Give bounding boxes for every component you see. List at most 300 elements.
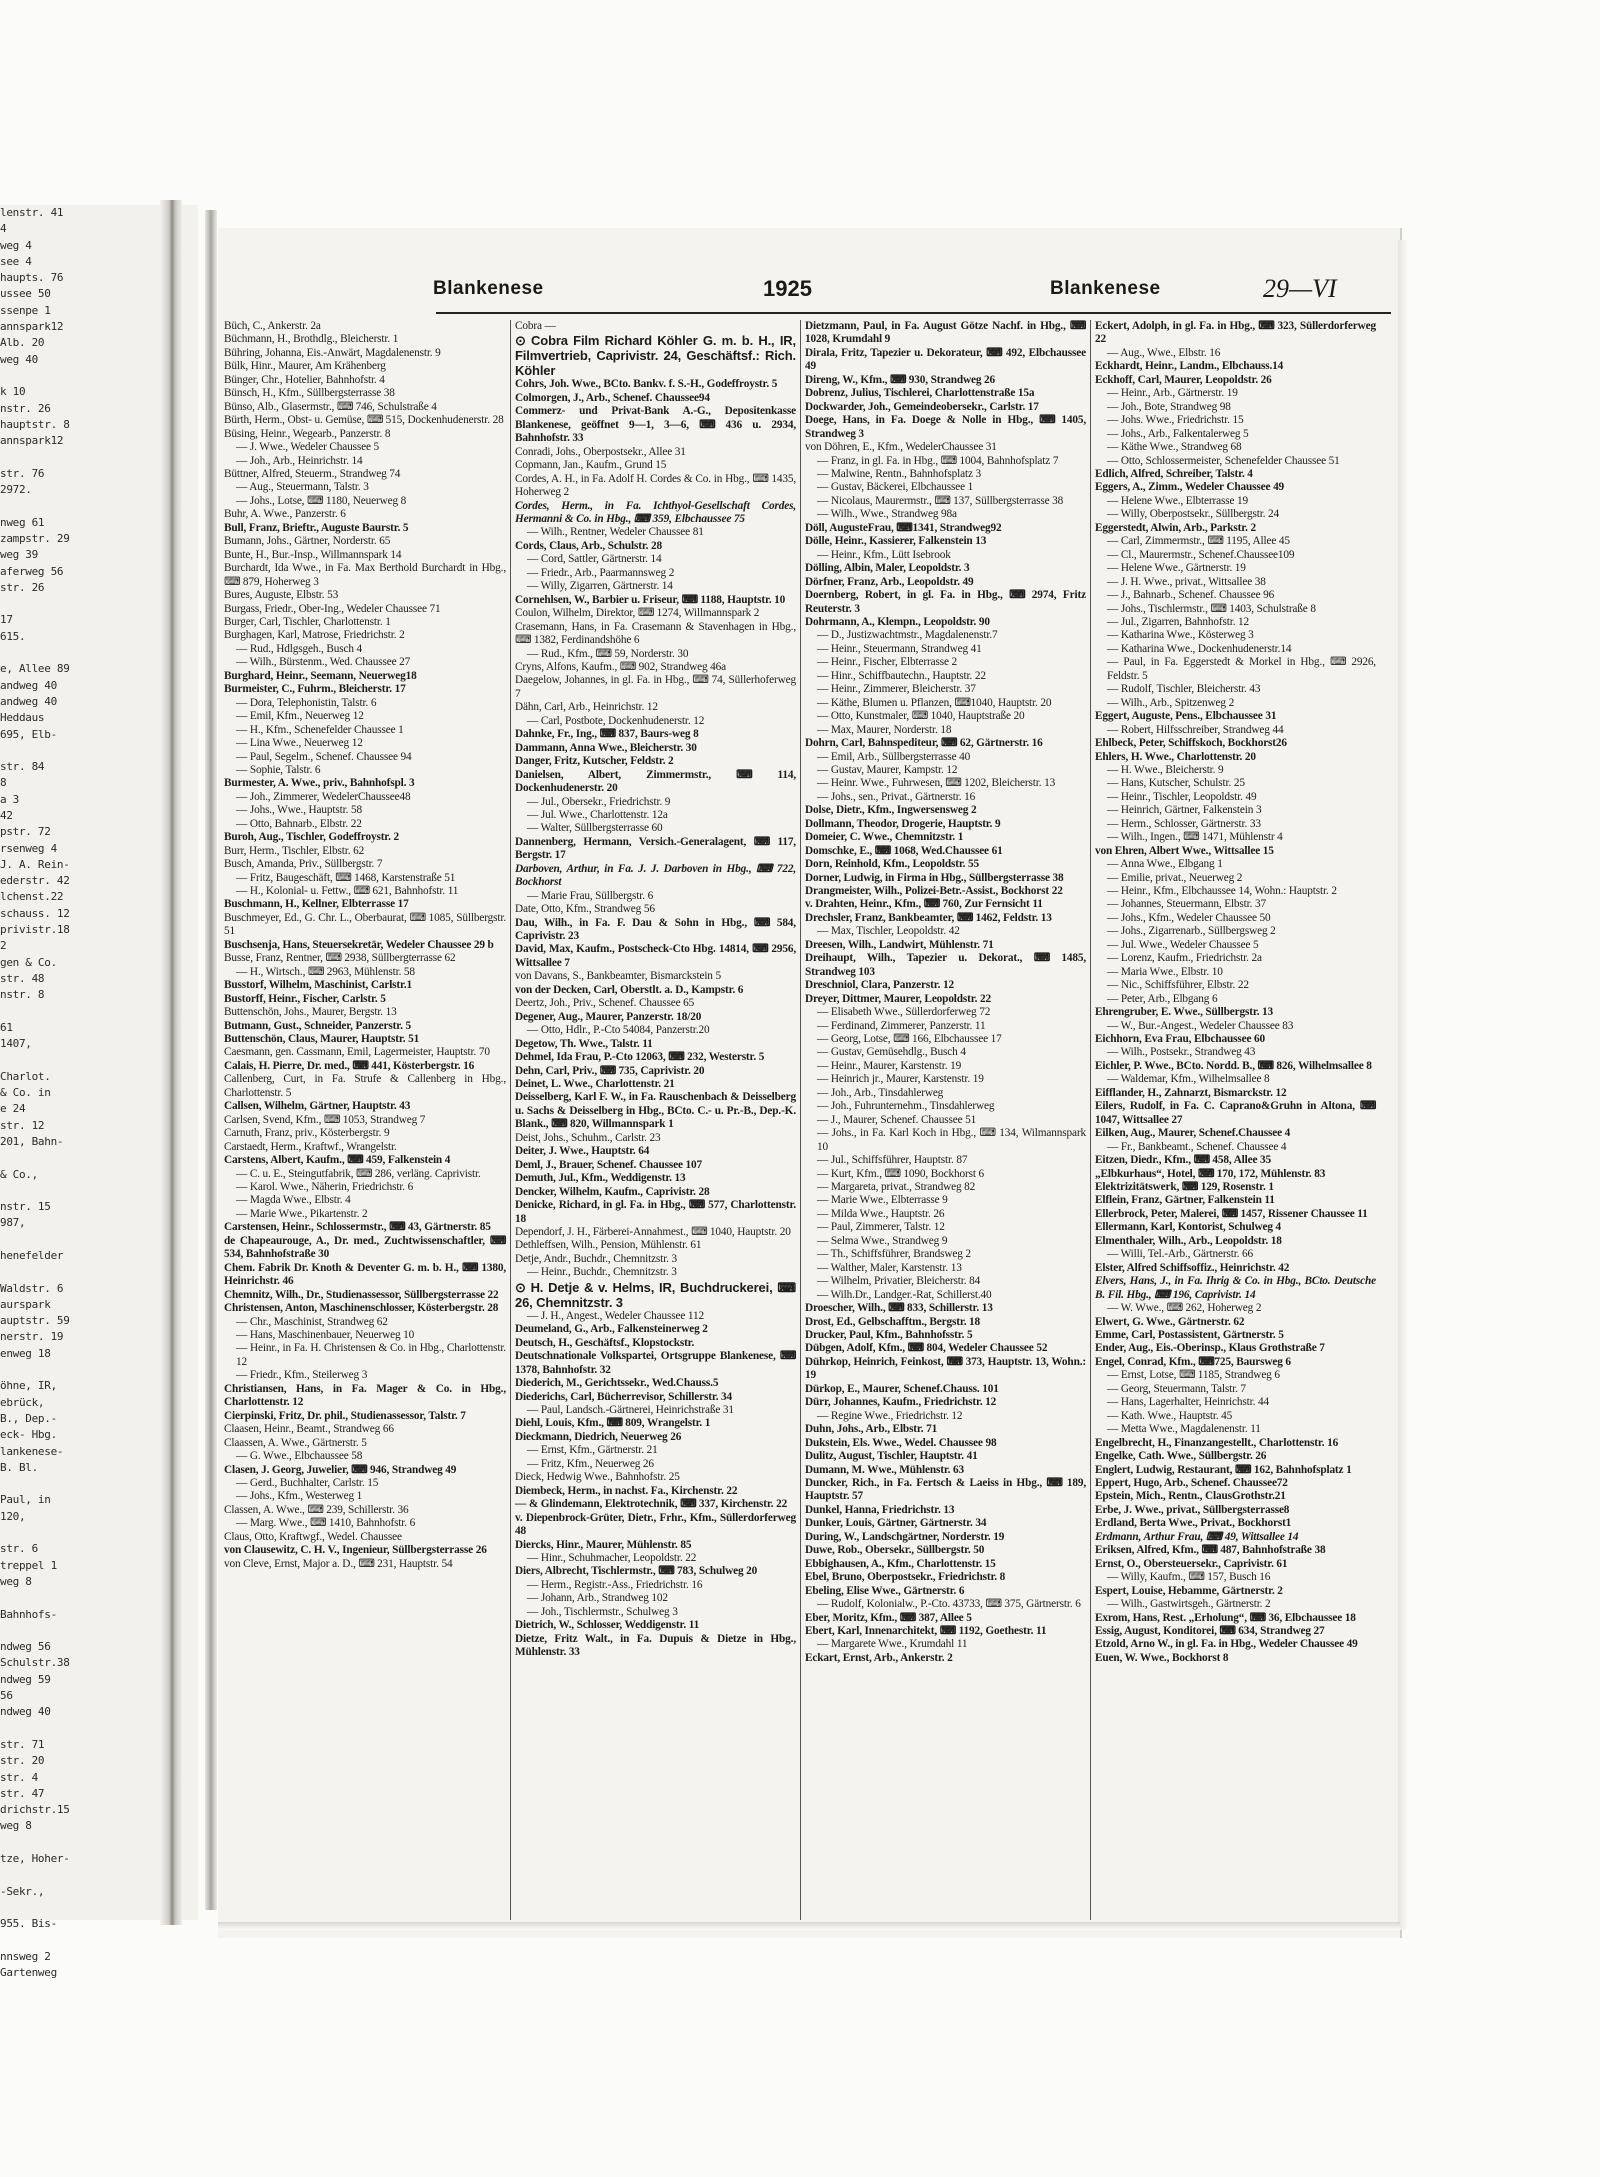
directory-entry: — Hans, Maschinenbauer, Neuerweg 10 bbox=[236, 1328, 415, 1341]
directory-entry: — Wilh., Arb., Spitzenweg 2 bbox=[1107, 696, 1235, 709]
left-page-line: eck- Hbg. bbox=[0, 1428, 57, 1442]
directory-entry: Callenberg, Curt, in Fa. Strufe & Callenberg in Hbg., Charlottenstr. 5 bbox=[224, 1073, 506, 1099]
directory-entry: — Johs., Kfm., Westerweg 1 bbox=[236, 1490, 363, 1503]
directory-entry: Diercks, Hinr., Maurer, Mühlenstr. 85 bbox=[515, 1538, 692, 1551]
directory-entry: Cords, Claus, Arb., Schulstr. 28 bbox=[515, 539, 663, 552]
directory-entry: Chemnitz, Wilh., Dr., Studienassessor, Süllbergsterrasse 22 bbox=[224, 1288, 499, 1301]
directory-entry: — Chr., Maschinist, Strandweg 62 bbox=[236, 1315, 388, 1328]
directory-entry: Eichhorn, Eva Frau, Elbchaussee 60 bbox=[1095, 1033, 1266, 1046]
left-page-line: enweg 18 bbox=[0, 1346, 51, 1360]
directory-entry: — J., Maurer, Schenef. Chaussee 51 bbox=[817, 1113, 977, 1126]
directory-entry: — Kath. Wwe., Hauptstr. 45 bbox=[1107, 1409, 1233, 1422]
directory-entry: — Heinr., Fischer, Elbterrasse 2 bbox=[817, 656, 958, 669]
directory-entry: Colmorgen, J., Arb., Schenef. Chaussee94 bbox=[515, 391, 710, 404]
directory-entry: Englert, Ludwig, Restaurant, ⌨ 162, Bahnhofsplatz 1 bbox=[1095, 1463, 1352, 1476]
directory-entry: Engelbrecht, H., Finanzangestellt., Charlottenstr. 16 bbox=[1095, 1436, 1339, 1449]
directory-entry: Crasemann, Hans, in Fa. Crasemann & Stavenhagen in Hbg., ⌨ 1382, Ferdinandshöhe 6 bbox=[515, 620, 796, 647]
directory-entry: — Hinr., Schuhmacher, Leopoldstr. 22 bbox=[527, 1551, 697, 1564]
header-rule bbox=[436, 312, 1391, 314]
directory-entry: von Davans, S., Bankbeamter, Bismarckstein 5 bbox=[515, 970, 721, 983]
directory-entry: Elmenthaler, Wilh., Arb., Leopoldstr. 18 bbox=[1095, 1234, 1282, 1247]
directory-entry: — Ernst, Lotse, ⌨ 1185, Strandweg 6 bbox=[1107, 1369, 1280, 1382]
directory-entry: Erdland, Berta Wwe., Privat., Bockhorst1 bbox=[1095, 1517, 1292, 1530]
left-page-line: Paul, in bbox=[0, 1493, 51, 1507]
directory-entry: Danielsen, Albert, Zimmermstr., ⌨ 114, Dockenhudenerstr. 20 bbox=[515, 768, 796, 795]
directory-entry: — Otto, Hdlr., P.-Cto 54084, Panzerstr.20 bbox=[527, 1024, 710, 1037]
left-page-line: weg 8 bbox=[0, 1574, 32, 1588]
directory-entry: — G. Wwe., Elbchaussee 58 bbox=[236, 1450, 363, 1463]
directory-entry: Elwert, G. Wwe., Gärtnerstr. 62 bbox=[1095, 1315, 1245, 1328]
directory-entry: — Selma Wwe., Strandweg 9 bbox=[817, 1234, 948, 1247]
directory-column-2 bbox=[510, 320, 800, 1920]
directory-entry: — Karol. Wwe., Näherin, Friedrichstr. 6 bbox=[236, 1181, 414, 1193]
header-right-title: Blankenese bbox=[1050, 278, 1161, 299]
directory-entry: Ebert, Karl, Innenarchitekt, ⌨ 1192, Goethestr. 11 bbox=[805, 1624, 1047, 1637]
left-page-line: 695, Elb- bbox=[0, 727, 57, 741]
directory-entry: Bünger, Chr., Hotelier, Bahnhofstr. 4 bbox=[224, 373, 385, 386]
directory-entry: Erbe, J. Wwe., privat., Süllbergsterrasse8 bbox=[1095, 1503, 1290, 1516]
directory-entry: — Johs., Tischlermstr., ⌨ 1403, Schulstraße 8 bbox=[1107, 602, 1316, 615]
directory-entry: — W., Bur.-Angest., Wedeler Chaussee 83 bbox=[1107, 1019, 1294, 1032]
directory-entry: Büsing, Heinr., Wegearb., Panzerstr. 8 bbox=[224, 427, 391, 440]
directory-entry: Droescher, Wilh., ⌨ 833, Schillerstr. 13 bbox=[805, 1302, 993, 1315]
directory-entry: Engelke, Cath. Wwe., Süllbergstr. 26 bbox=[1095, 1450, 1267, 1463]
directory-entry: Copmann, Jan., Kaufm., Grund 15 bbox=[515, 459, 667, 472]
directory-entry: Dölling, Albin, Maler, Leopoldstr. 3 bbox=[805, 562, 970, 575]
directory-entry: — C. u. E., Steingutfabrik, ⌨ 286, verläng. Caprivistr. bbox=[236, 1167, 481, 1180]
directory-entry: — Joh., Bote, Strandweg 98 bbox=[1107, 400, 1231, 413]
directory-entry: Dorner, Ludwig, in Firma in Hbg., Süllbergsterrasse 38 bbox=[805, 871, 1064, 884]
directory-entry: Carstens, Albert, Kaufm., ⌨ 459, Falkenstein 4 bbox=[224, 1154, 451, 1167]
directory-entry: ⊙ Cobra Film Richard Köhler G. m. b. H., IR, Filmvertrieb, Caprivistr. 24, Geschäftsf.: Rich. Köhler bbox=[515, 333, 796, 379]
directory-entry: — Paul, Landsch.-Gärtnerei, Heinrichstraße 31 bbox=[527, 1403, 734, 1416]
directory-entry: Eckhardt, Heinr., Landm., Elbchauss.14 bbox=[1095, 360, 1284, 373]
directory-entry: — Joh., Zimmerer, WedelerChaussee48 bbox=[236, 790, 411, 803]
directory-entry: — Gerd., Buchhalter, Carlstr. 15 bbox=[236, 1476, 379, 1489]
directory-entry: Busse, Franz, Rentner, ⌨ 2938, Süllbergterrasse 62 bbox=[224, 952, 456, 965]
directory-entry: — Friedr., Arb., Paarmannsweg 2 bbox=[527, 566, 675, 579]
directory-entry: Burr, Herm., Tischler, Elbstr. 62 bbox=[224, 844, 365, 857]
directory-entry: Burchardt, Ida Wwe., in Fa. Max Berthold Burchardt in Hbg., ⌨ 879, Hoherweg 3 bbox=[224, 562, 506, 588]
directory-entry: Dreyer, Dittmer, Maurer, Leopoldstr. 22 bbox=[805, 992, 991, 1005]
directory-entry: — Georg, Steuermann, Talstr. 7 bbox=[1107, 1382, 1246, 1395]
left-page-line: 2 bbox=[0, 939, 7, 953]
directory-entry: Buschmann, H., Kellner, Elbterrasse 17 bbox=[224, 898, 409, 911]
directory-entry: — J. Wwe., Wedeler Chaussee 5 bbox=[236, 441, 380, 454]
directory-entry: Drucker, Paul, Kfm., Bahnhofsstr. 5 bbox=[805, 1328, 973, 1341]
directory-entry: Classen, A. Wwe., ⌨ 239, Schillerstr. 36 bbox=[224, 1503, 409, 1516]
directory-entry: — Aug., Wwe., Elbstr. 16 bbox=[1107, 346, 1221, 359]
directory-entry: Diehl, Louis, Kfm., ⌨ 809, Wrangelstr. 1 bbox=[515, 1417, 711, 1430]
directory-entry: Dethleffsen, Wilh., Pension, Mühlenstr. 61 bbox=[515, 1239, 702, 1252]
directory-entry: Etzold, Arno W., in gl. Fa. in Hbg., Wedeler Chaussee 49 bbox=[1095, 1638, 1358, 1651]
directory-entry: — Max, Maurer, Norderstr. 18 bbox=[817, 723, 952, 736]
directory-entry: Dukstein, Els. Wwe., Wedel. Chaussee 98 bbox=[805, 1436, 997, 1449]
left-page-line: & Co., bbox=[0, 1167, 38, 1181]
left-page-line: aurspark bbox=[0, 1297, 51, 1311]
left-page-line bbox=[0, 1932, 198, 1948]
directory-entry: — Käthe, Blumen u. Pflanzen, ⌨1040, Hauptstr. 20 bbox=[817, 696, 1052, 709]
directory-entry: During, W., Landschgärtner, Norderstr. 19 bbox=[805, 1530, 1005, 1543]
directory-entry: Date, Otto, Kfm., Strandweg 56 bbox=[515, 903, 655, 916]
left-page-line: ussee 50 bbox=[0, 287, 51, 301]
directory-entry: — Nicolaus, Maurermstr., ⌨ 137, Süllbergsterrasse 38 bbox=[817, 494, 1064, 507]
directory-entry: — Th., Schiffsführer, Brandsweg 2 bbox=[817, 1248, 971, 1261]
directory-entry: Büch, C., Ankerstr. 2a bbox=[224, 320, 321, 332]
directory-entry: — Heinr., in Fa. H. Christensen & Co. in Hbg., Charlottenstr. 12 bbox=[236, 1342, 506, 1368]
directory-entry: — Max, Tischler, Leopoldstr. 42 bbox=[817, 925, 960, 938]
directory-entry: Ebeling, Elise Wwe., Gärtnerstr. 6 bbox=[805, 1584, 965, 1597]
directory-entry: Eggers, A., Zimm., Wedeler Chaussee 49 bbox=[1095, 481, 1285, 494]
directory-entry: — Georg, Lotse, ⌨ 166, Elbchaussee 17 bbox=[817, 1033, 1002, 1046]
directory-entry: Elflein, Franz, Gärtner, Falkenstein 11 bbox=[1095, 1194, 1275, 1207]
directory-entry: Drechsler, Franz, Bankbeamter, ⌨ 1462, Feldstr. 13 bbox=[805, 911, 1052, 924]
directory-entry: — Cord, Sattler, Gärtnerstr. 14 bbox=[527, 553, 662, 566]
left-page-line: a 3 bbox=[0, 792, 19, 806]
directory-entry: — & Glindemann, Elektrotechnik, ⌨ 337, Kirchenstr. 22 bbox=[515, 1498, 788, 1511]
directory-entry: Drost, Ed., Gelbschafftm., Bergstr. 18 bbox=[805, 1315, 981, 1328]
directory-entry: — Wilh., Gastwirtsgeh., Gärtnerstr. 2 bbox=[1107, 1598, 1271, 1611]
left-page-line: Charlot. bbox=[0, 1069, 51, 1083]
left-page-line: lchenst.22 bbox=[0, 890, 64, 904]
directory-entry: — Heinr., Steuermann, Strandweg 41 bbox=[817, 642, 982, 655]
directory-entry: Ernst, O., Obersteuersekr., Caprivistr. 61 bbox=[1095, 1557, 1288, 1570]
directory-entry: — Johs., Wwe., Hauptstr. 58 bbox=[236, 804, 362, 817]
directory-entry: Busch, Amanda, Priv., Süllbergstr. 7 bbox=[224, 858, 383, 871]
left-page-line: B., Dep.- bbox=[0, 1411, 57, 1425]
left-page-line: ederstr. 42 bbox=[0, 874, 70, 888]
directory-entry: Dependorf, J. H., Färberei-Annahmest., ⌨ 1040, Hauptstr. 20 bbox=[515, 1226, 791, 1238]
directory-entry: — Marie Wwe., Elbterrasse 9 bbox=[817, 1194, 948, 1207]
directory-entry: Clasen, J. Georg, Juwelier, ⌨ 946, Strandweg 49 bbox=[224, 1463, 457, 1476]
directory-entry: — Sophie, Talstr. 6 bbox=[236, 763, 321, 776]
directory-entry: Deertz, Joh., Priv., Schenef. Chaussee 65 bbox=[515, 997, 695, 1010]
page-edge bbox=[1398, 240, 1408, 1930]
left-page-line: aferweg 56 bbox=[0, 564, 64, 578]
directory-entry: — Gustav, Maurer, Kampstr. 12 bbox=[817, 763, 958, 776]
directory-entry: Dähn, Carl, Arb., Heinrichstr. 12 bbox=[515, 701, 658, 714]
directory-entry: — Heinr. Wwe., Fuhrwesen, ⌨ 1202, Bleicherstr. 13 bbox=[817, 777, 1056, 790]
directory-entry: Elvers, Hans, J., in Fa. Ihrig & Co. in Hbg., BCto. Deutsche B. Fil. Hbg., ⌨ 196, Caprivistr. 14 bbox=[1095, 1275, 1376, 1301]
directory-entry: Domeier, C. Wwe., Chemnitzstr. 1 bbox=[805, 831, 964, 844]
left-page-line: tze, Hoher- bbox=[0, 1851, 70, 1865]
directory-entry: — Johs. Wwe., Friedrichstr. 15 bbox=[1107, 414, 1244, 427]
directory-entry: Eggerstedt, Alwin, Arb., Parkstr. 2 bbox=[1095, 521, 1256, 534]
directory-entry: — Cl., Maurermstr., Schenef.Chaussee109 bbox=[1107, 548, 1295, 561]
directory-entry: — Joh., Arb., Tinsdahlerweg bbox=[817, 1086, 944, 1099]
directory-entry: Denicke, Richard, in gl. Fa. in Hbg., ⌨ 577, Charlottenstr. 18 bbox=[515, 1199, 796, 1225]
left-page-line: privistr.18 bbox=[0, 923, 70, 937]
directory-entry: — Jul., Obersekr., Friedrichstr. 9 bbox=[527, 795, 671, 808]
directory-entry: Cryns, Alfons, Kaufm., ⌨ 902, Strandweg 46a bbox=[515, 660, 726, 673]
left-page-line: Alb. 20 bbox=[0, 336, 45, 350]
left-page-line: haupts. 76 bbox=[0, 271, 64, 285]
directory-entry: — Heinr., Maurer, Karstenstr. 19 bbox=[817, 1059, 962, 1072]
directory-entry: Demuth, Jul., Kfm., Weddigenstr. 13 bbox=[515, 1172, 686, 1185]
directory-entry: — Willy, Kaufm., ⌨ 157, Busch 16 bbox=[1107, 1571, 1271, 1584]
directory-entry: — H. Wwe., Bleicherstr. 9 bbox=[1107, 763, 1224, 776]
directory-entry: Conradi, Johs., Oberpostsekr., Allee 31 bbox=[515, 445, 686, 458]
left-page-line: annspark12 bbox=[0, 320, 64, 334]
directory-entry: — Johs., Arb., Falkentalerweg 5 bbox=[1107, 427, 1249, 440]
directory-entry: — Franz, in gl. Fa. in Hbg., ⌨ 1004, Bahnhofsplatz 7 bbox=[817, 454, 1059, 467]
left-page-line: 4 bbox=[0, 222, 7, 236]
directory-entry: Dulitz, August, Tischler, Hauptstr. 41 bbox=[805, 1450, 978, 1463]
left-page-line: str. 26 bbox=[0, 580, 45, 594]
directory-entry: Carstaedt, Herm., Kraftwf., Wrangelstr. bbox=[224, 1140, 397, 1153]
left-page-line: zampstr. 29 bbox=[0, 531, 70, 545]
directory-entry: Dunker, Louis, Gärtner, Gärtnerstr. 34 bbox=[805, 1517, 987, 1530]
directory-entry: Burgass, Friedr., Ober-Ing., Wedeler Chaussee 71 bbox=[224, 602, 441, 615]
left-page-line: weg 40 bbox=[0, 352, 38, 366]
left-page-line: rsenweg 4 bbox=[0, 841, 57, 855]
left-page-line: 120, bbox=[0, 1509, 26, 1523]
directory-entry: Buroh, Aug., Tischler, Godeffroystr. 2 bbox=[224, 831, 399, 844]
directory-entry: — Heinr., Arb., Gärtnerstr. 19 bbox=[1107, 387, 1238, 400]
directory-entry: Euen, W. Wwe., Bockhorst 8 bbox=[1095, 1651, 1229, 1664]
directory-entry: — Nic., Schiffsführer, Elbstr. 22 bbox=[1107, 979, 1249, 992]
directory-entry: — Lorenz, Kaufm., Friedrichstr. 2a bbox=[1107, 952, 1262, 965]
left-page-line: -Sekr., bbox=[0, 1884, 45, 1898]
left-page-line: J. A. Rein- bbox=[0, 857, 70, 871]
directory-entry: — Robert, Hilfsschreiber, Strandweg 44 bbox=[1107, 723, 1284, 736]
directory-entry: Bülk, Hinr., Maurer, Am Krähenberg bbox=[224, 360, 386, 373]
left-page-line: 615. bbox=[0, 629, 26, 643]
book-gutter bbox=[160, 200, 182, 1925]
directory-entry: Darboven, Arthur, in Fa. J. J. Darboven in Hbg., ⌨ 722, Bockhorst bbox=[515, 862, 796, 889]
directory-entry: Deiter, J. Wwe., Hauptstr. 64 bbox=[515, 1145, 650, 1158]
directory-entry: Butmann, Gust., Schneider, Panzerstr. 5 bbox=[224, 1019, 411, 1032]
directory-entry: — Wilhelm, Privatier, Bleicherstr. 84 bbox=[817, 1275, 981, 1288]
directory-entry: Dieckmann, Diedrich, Neuerweg 26 bbox=[515, 1430, 682, 1443]
left-page-line: 61 bbox=[0, 1020, 13, 1034]
directory-entry: Bures, Auguste, Elbstr. 53 bbox=[224, 589, 339, 602]
left-page-line: ndweg 40 bbox=[0, 1705, 51, 1719]
book-gutter-inner bbox=[205, 210, 217, 1910]
directory-entry: — Milda Wwe., Hauptstr. 26 bbox=[817, 1207, 945, 1220]
left-page-line: Gartenweg bbox=[0, 1966, 57, 1980]
directory-entry: Eilken, Aug., Maurer, Schenef.Chaussee 4 bbox=[1095, 1127, 1291, 1140]
directory-entry: — J., Bahnarb., Schenef. Chaussee 96 bbox=[1107, 589, 1275, 602]
directory-entry: — Rudolf, Tischler, Bleicherstr. 43 bbox=[1107, 683, 1261, 696]
directory-entry: Dührkop, Heinrich, Feinkost, ⌨ 373, Hauptstr. 13, Wohn.: 19 bbox=[805, 1355, 1086, 1382]
left-page-line: 987, bbox=[0, 1216, 26, 1230]
directory-entry: Elster, Alfred Schiffsoffiz., Heinrichstr. 42 bbox=[1095, 1261, 1290, 1274]
left-page-line: Bahnhofs- bbox=[0, 1607, 57, 1621]
directory-entry: Deumeland, G., Arb., Falkensteinerweg 2 bbox=[515, 1323, 708, 1336]
directory-entry: Cordes, A. H., in Fa. Adolf H. Cordes & Co. in Hbg., ⌨ 1435, Hoherweg 2 bbox=[515, 472, 796, 499]
left-page-line: hauptstr. 8 bbox=[0, 417, 70, 431]
directory-entry: Cordes, Herm., in Fa. Ichthyol-Gesellschaft Cordes, Hermanni & Co. in Hbg., ⌨ 359, Elbchaussee 75 bbox=[515, 499, 796, 525]
directory-entry: — Emilie, privat., Neuerweg 2 bbox=[1107, 871, 1243, 884]
directory-entry: Bünsch, H., Kfm., Süllbergsterrasse 38 bbox=[224, 387, 395, 400]
directory-entry: Eckhoff, Carl, Maurer, Leopoldstr. 26 bbox=[1095, 373, 1272, 386]
directory-entry: — Heinr., Kfm., Lütt Isebrook bbox=[817, 548, 951, 561]
directory-entry: Dorn, Reinhold, Kfm., Leopoldstr. 55 bbox=[805, 858, 980, 871]
directory-entry: — Herm., Schlosser, Gärtnerstr. 33 bbox=[1107, 817, 1261, 830]
directory-entry: — Jul. Wwe., Charlottenstr. 12a bbox=[527, 808, 668, 821]
left-page-line: str. 48 bbox=[0, 971, 45, 985]
left-page-line: & Co. in bbox=[0, 1086, 51, 1100]
directory-entry: Deutschnationale Volkspartei, Ortsgruppe Blankenese, ⌨ 1378, Bahnhofstr. 32 bbox=[515, 1350, 796, 1376]
left-page-line: 42 bbox=[0, 808, 13, 822]
directory-entry: Dau, Wilh., in Fa. F. Dau & Sohn in Hbg., ⌨ 584, Caprivistr. 23 bbox=[515, 916, 796, 943]
directory-entry: Dölle, Heinr., Kassierer, Falkenstein 13 bbox=[805, 535, 987, 548]
directory-entry: — Katharina Wwe., Dockenhudenerstr.14 bbox=[1107, 642, 1292, 655]
directory-entry: Diembeck, Herm., in nachst. Fa., Kirchenstr. 22 bbox=[515, 1484, 738, 1497]
directory-entry: David, Max, Kaufm., Postscheck-Cto Hbg. 14814, ⌨ 2956, Wittsallee 7 bbox=[515, 943, 796, 969]
directory-entry: Christiansen, Hans, in Fa. Mager & Co. in Hbg., Charlottenstr. 12 bbox=[224, 1382, 506, 1409]
directory-entry: — Fr., Bankbeamt., Schenef. Chaussee 4 bbox=[1107, 1140, 1287, 1153]
directory-entry: — Wilh.Dr., Landger.-Rat, Schillerst.40 bbox=[817, 1288, 992, 1301]
directory-entry: — Wilh., Ingen., ⌨ 1471, Mühlenstr 4 bbox=[1107, 831, 1283, 844]
left-page-line: nstr. 15 bbox=[0, 1200, 51, 1214]
directory-entry: Bumann, Johs., Gärtner, Norderstr. 65 bbox=[224, 535, 391, 548]
directory-entry: Eppert, Hugo, Arb., Schenef. Chaussee72 bbox=[1095, 1476, 1288, 1489]
left-page-line: B. Bl. bbox=[0, 1460, 38, 1474]
directory-entry: — Wilh., Postsekr., Strandweg 43 bbox=[1107, 1046, 1256, 1059]
directory-entry: Burmester, A. Wwe., priv., Bahnhofspl. 3 bbox=[224, 777, 415, 790]
directory-entry: — Heinr., Buchdr., Chemnitzstr. 3 bbox=[527, 1266, 677, 1279]
directory-entry: Diederichs, Carl, Bücherrevisor, Schillerstr. 34 bbox=[515, 1390, 733, 1403]
directory-entry: Exrom, Hans, Rest. „Erholung“, ⌨ 36, Elbchaussee 18 bbox=[1095, 1611, 1356, 1624]
directory-entry: Carnuth, Franz, priv., Kösterbergstr. 9 bbox=[224, 1127, 390, 1140]
directory-entry: Doege, Hans, in Fa. Doege & Nolle in Hbg., ⌨ 1405, Strandweg 3 bbox=[805, 414, 1086, 440]
directory-entry: — Heinr., Tischler, Leopoldstr. 49 bbox=[1107, 790, 1257, 803]
left-page-line: ebrück, bbox=[0, 1395, 45, 1409]
directory-entry: Burghagen, Karl, Matrose, Friedrichstr. 2 bbox=[224, 629, 405, 642]
directory-entry: Calais, H. Pierre, Dr. med., ⌨ 441, Kösterbergstr. 16 bbox=[224, 1059, 475, 1072]
directory-entry: Claassen, A. Wwe., Gärtnerstr. 5 bbox=[224, 1436, 367, 1449]
directory-entry: — W. Wwe., ⌨ 262, Hoherweg 2 bbox=[1107, 1302, 1262, 1315]
directory-entry: von Döhren, E., Kfm., WedelerChaussee 31 bbox=[805, 441, 997, 454]
directory-entry: Bunte, H., Bur.-Insp., Willmannspark 14 bbox=[224, 548, 402, 561]
directory-entry: — Otto, Bahnarb., Elbstr. 22 bbox=[236, 817, 362, 830]
directory-columns bbox=[220, 320, 1395, 1920]
directory-entry: — Fritz, Baugeschäft, ⌨ 1468, Karstenstraße 51 bbox=[236, 871, 456, 884]
directory-entry: Diers, Albrecht, Tischlermstr., ⌨ 783, Schulweg 20 bbox=[515, 1565, 758, 1578]
directory-entry: Engel, Conrad, Kfm., ⌨725, Baursweg 6 bbox=[1095, 1355, 1291, 1368]
directory-entry: Dumann, M. Wwe., Mühlenstr. 63 bbox=[805, 1463, 965, 1476]
directory-entry: — Regine Wwe., Friedrichstr. 12 bbox=[817, 1409, 963, 1422]
directory-entry: Dreschniol, Clara, Panzerstr. 12 bbox=[805, 979, 954, 992]
directory-entry: Eifflander, H., Zahnarzt, Bismarckstr. 12 bbox=[1095, 1086, 1287, 1099]
directory-entry: — Marie Wwe., Pikartenstr. 2 bbox=[236, 1207, 368, 1220]
directory-entry: Eckert, Adolph, in gl. Fa. in Hbg., ⌨ 323, Süllerdorferweg 22 bbox=[1095, 320, 1376, 346]
directory-entry: — Hans, Lagerhalter, Heinrichstr. 44 bbox=[1107, 1396, 1269, 1409]
left-page-line: 201, Bahn- bbox=[0, 1134, 64, 1148]
directory-entry: — J. H., Angest., Wedeler Chaussee 112 bbox=[527, 1309, 704, 1322]
directory-entry: ⊙ H. Detje & v. Helms, IR, Buchdruckerei, ⌨ 26, Chemnitzstr. 3 bbox=[515, 1279, 796, 1310]
directory-entry: Duhn, Johs., Arb., Elbstr. 71 bbox=[805, 1423, 938, 1436]
directory-entry: Eggert, Auguste, Pens., Elbchaussee 31 bbox=[1095, 710, 1277, 723]
directory-entry: — Otto, Schlossermeister, Schenefelder Chaussee 51 bbox=[1107, 454, 1340, 467]
directory-entry: Eitzen, Diedr., Kfm., ⌨ 458, Allee 35 bbox=[1095, 1154, 1272, 1167]
directory-entry: Cobra — bbox=[515, 320, 556, 332]
directory-entry: — H., Kolonial- u. Fettw., ⌨ 621, Bahnhofstr. 11 bbox=[236, 885, 459, 898]
directory-entry: Claasen, Heinr., Beamt., Strandweg 66 bbox=[224, 1423, 394, 1436]
left-page-line: nstr. 26 bbox=[0, 401, 51, 415]
directory-entry: Ender, Aug., Eis.-Oberinsp., Klaus Grothstraße 7 bbox=[1095, 1342, 1325, 1355]
directory-entry: Bustorff, Heinr., Fischer, Carlstr. 5 bbox=[224, 992, 386, 1005]
directory-entry: Buttenschön, Claus, Maurer, Hauptstr. 51 bbox=[224, 1033, 420, 1046]
directory-entry: — Hans, Kutscher, Schulstr. 25 bbox=[1107, 777, 1245, 790]
left-page-line: henefelder bbox=[0, 1249, 64, 1262]
directory-entry: v. Diepenbrock-Grüter, Dietr., Frhr., Kfm., Süllerdorferweg 48 bbox=[515, 1511, 796, 1538]
left-page-line: andweg 40 bbox=[0, 694, 57, 708]
left-page-line: str. 84 bbox=[0, 760, 45, 774]
left-page-line: Schulstr.38 bbox=[0, 1656, 70, 1670]
left-page-line: str. 76 bbox=[0, 466, 45, 480]
directory-entry: Burghard, Heinr., Seemann, Neuerweg18 bbox=[224, 669, 417, 682]
left-page-line: ssenpe 1 bbox=[0, 303, 51, 317]
directory-entry: — D., Justizwachtmstr., Magdalenenstr.7 bbox=[817, 629, 998, 642]
directory-entry: Dehmel, Ida Frau, P.-Cto 12063, ⌨ 232, Westerstr. 5 bbox=[515, 1051, 765, 1064]
directory-entry: — Käthe Wwe., Strandweg 68 bbox=[1107, 441, 1242, 454]
directory-entry: — Peter, Arb., Elbgang 6 bbox=[1107, 992, 1218, 1005]
directory-entry: — Malwine, Rentn., Bahnhofsplatz 3 bbox=[817, 467, 982, 480]
directory-entry: Bünso, Alb., Glasermstr., ⌨ 746, Schulstraße 4 bbox=[224, 400, 437, 413]
directory-entry: — Johs., in Fa. Karl Koch in Hbg., ⌨ 134, Wilmannspark 10 bbox=[817, 1127, 1086, 1153]
directory-entry: Daegelow, Johannes, in gl. Fa. in Hbg., ⌨ 74, Süllerhoferweg 7 bbox=[515, 674, 796, 700]
directory-entry: Emme, Carl, Postassistent, Gärtnerstr. 5 bbox=[1095, 1328, 1284, 1341]
directory-entry: Ehlbeck, Peter, Schiffskoch, Bockhorst26 bbox=[1095, 737, 1287, 750]
directory-entry: Dockwarder, Joh., Gemeindeobersekr., Carlstr. 17 bbox=[805, 400, 1039, 413]
directory-entry: Direng, W., Kfm., ⌨ 930, Strandweg 26 bbox=[805, 373, 996, 386]
directory-entry: — Wilh., Bürstenm., Wed. Chaussee 27 bbox=[236, 656, 411, 669]
directory-entry: — Johs., Kfm., Wedeler Chaussee 50 bbox=[1107, 911, 1271, 924]
directory-entry: — Johs., Lotse, ⌨ 1180, Neuerweg 8 bbox=[236, 494, 407, 507]
directory-entry: Büchmann, H., Brothdlg., Bleicherstr. 1 bbox=[224, 333, 399, 346]
directory-entry: — Jul. Wwe., Wedeler Chaussee 5 bbox=[1107, 938, 1259, 951]
directory-entry: — Johs., Zigarrenarb., Süllbergsweg 2 bbox=[1107, 925, 1276, 938]
directory-entry: Buhr, A. Wwe., Panzerstr. 6 bbox=[224, 508, 346, 521]
left-page-line: andweg 40 bbox=[0, 678, 57, 692]
directory-entry: Dollmann, Theodor, Drogerie, Hauptstr. 9 bbox=[805, 817, 1001, 830]
directory-entry: Burger, Carl, Tischler, Charlottenstr. 1 bbox=[224, 615, 391, 628]
directory-column-4 bbox=[1090, 320, 1380, 1920]
directory-entry: — H., Wirtsch., ⌨ 2963, Mühlenstr. 58 bbox=[236, 965, 415, 978]
directory-entry: Coulon, Wilhelm, Direktor, ⌨ 1274, Willmannspark 2 bbox=[515, 607, 760, 620]
directory-entry: — Joh., Tischlermstr., Schulweg 3 bbox=[527, 1605, 678, 1618]
directory-entry: — Gustav, Bäckerei, Elbchaussee 1 bbox=[817, 481, 974, 494]
directory-entry: — Willy, Zigarren, Gärtnerstr. 14 bbox=[527, 580, 673, 593]
directory-entry: Edlich, Alfred, Schreiber, Talstr. 4 bbox=[1095, 467, 1253, 480]
directory-entry: von Clausewitz, C. H. V., Ingenieur, Süllbergsterrasse 26 bbox=[224, 1544, 487, 1557]
directory-entry: — Marie Frau, Süllbergstr. 6 bbox=[527, 889, 654, 902]
directory-entry: Elektrizitätswerk, ⌨ 129, Rosenstr. 1 bbox=[1095, 1181, 1274, 1193]
directory-entry: Dohrmann, A., Klempn., Leopoldstr. 90 bbox=[805, 615, 990, 628]
directory-entry: Eilers, Rudolf, in Fa. C. Caprano&Gruhn in Altona, ⌨ 1047, Wittsallee 27 bbox=[1095, 1100, 1376, 1126]
directory-entry: Drangmeister, Wilh., Polizei-Betr.-Assist., Bockhorst 22 bbox=[805, 885, 1063, 898]
directory-entry: Büttner, Alfred, Steuerm., Strandweg 74 bbox=[224, 467, 401, 480]
directory-entry: Bull, Franz, Brieftr., Auguste Baurstr. 5 bbox=[224, 521, 409, 534]
directory-entry: Cornehlsen, W., Barbier u. Friseur, ⌨ 1188, Hauptstr. 10 bbox=[515, 593, 786, 606]
left-page-line: 955. Bis- bbox=[0, 1917, 57, 1931]
directory-entry: — Friedr., Kfm., Steilerweg 3 bbox=[236, 1369, 368, 1382]
directory-entry: Duncker, Rich., in Fa. Fertsch & Laeiss in Hbg., ⌨ 189, Hauptstr. 57 bbox=[805, 1476, 1086, 1503]
left-page-line: weg 39 bbox=[0, 548, 38, 562]
directory-entry: Cohrs, Joh. Wwe., BCto. Bankv. f. S.-H., Godeffroystr. 5 bbox=[515, 378, 778, 391]
left-page-line: str. 4 bbox=[0, 1770, 38, 1784]
directory-entry: Dammann, Anna Wwe., Bleicherstr. 30 bbox=[515, 741, 697, 754]
directory-entry: Ellerbrock, Peter, Malerei, ⌨ 1457, Rissener Chaussee 11 bbox=[1095, 1207, 1368, 1220]
directory-entry: Deinet, L. Wwe., Charlottenstr. 21 bbox=[515, 1078, 675, 1091]
directory-entry: Callsen, Wilhelm, Gärtner, Hauptstr. 43 bbox=[224, 1100, 411, 1113]
left-page-line: str. 47 bbox=[0, 1786, 45, 1800]
directory-entry: — Heinr., Kfm., Elbchaussee 14, Wohn.: Hauptstr. 2 bbox=[1107, 885, 1337, 898]
directory-entry: Dirala, Fritz, Tapezier u. Dekorateur, ⌨ 492, Elbchaussee 49 bbox=[805, 346, 1086, 373]
